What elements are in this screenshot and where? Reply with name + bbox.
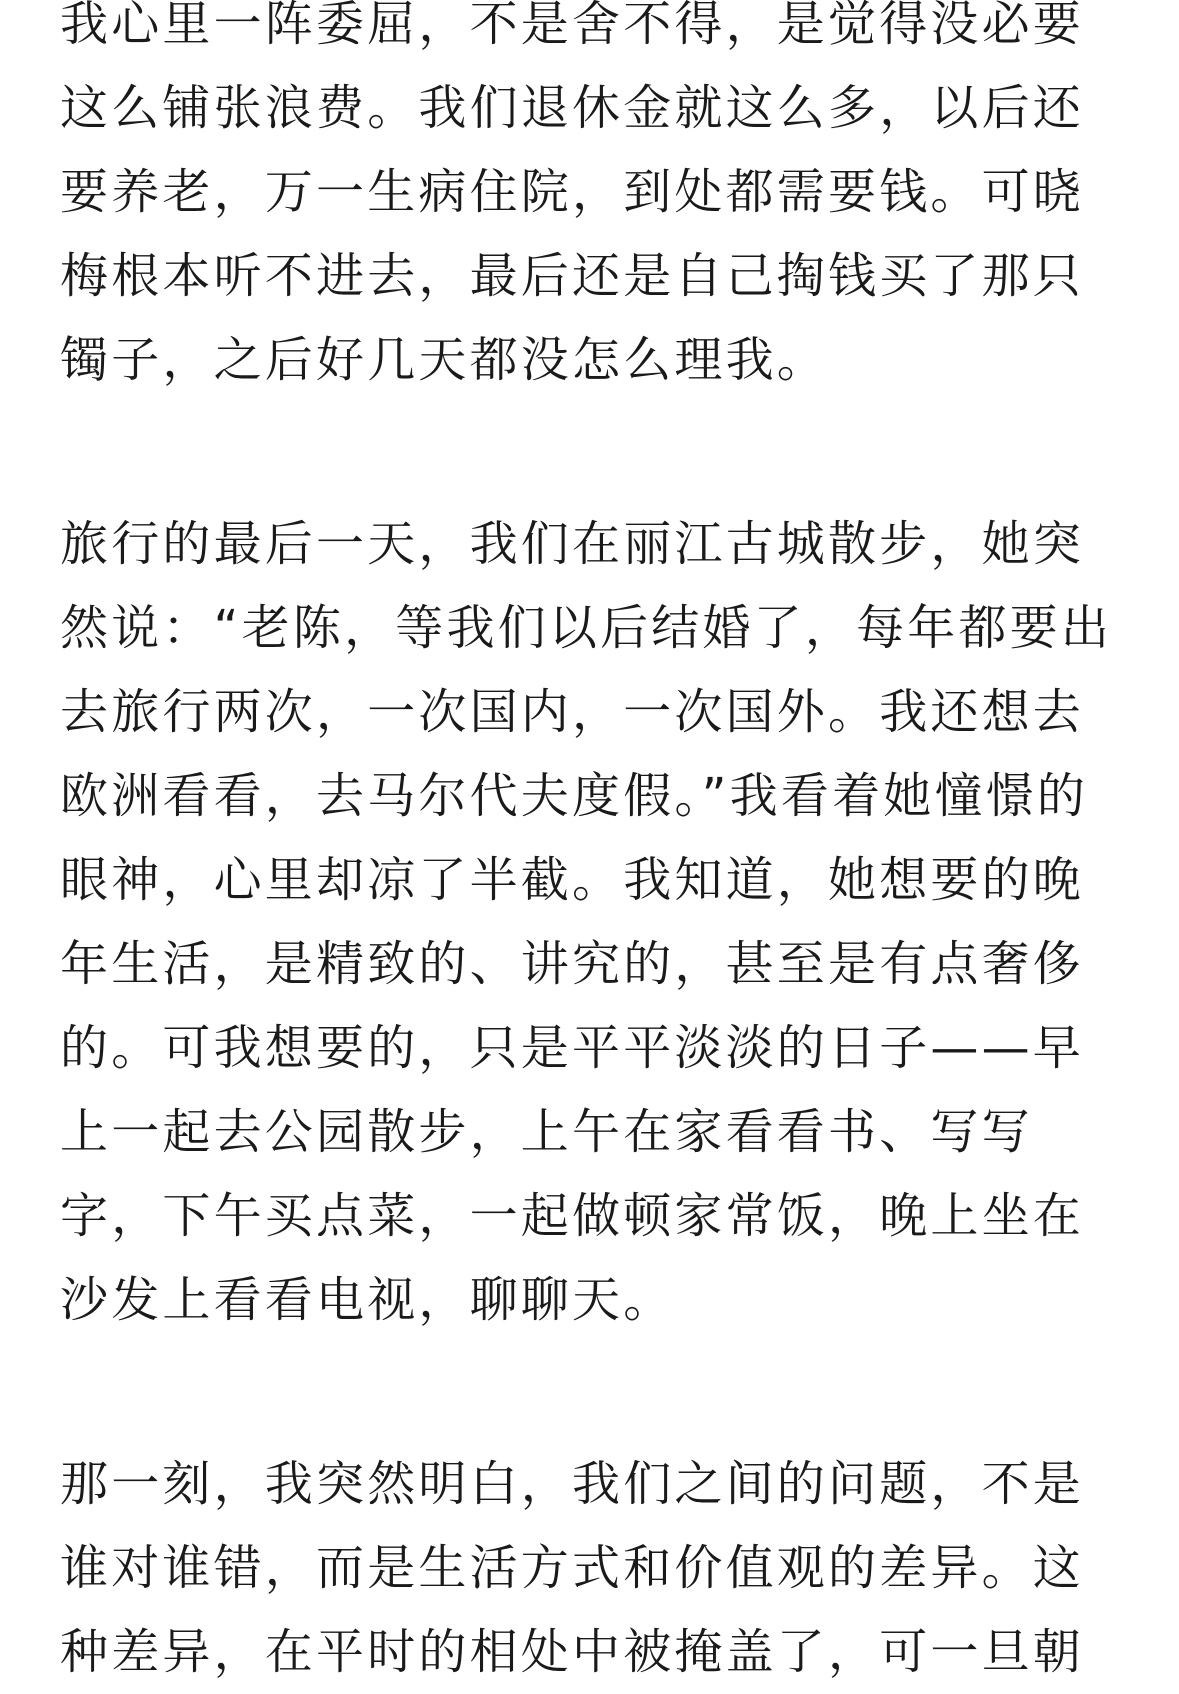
text-line: 梅根本听不进去，最后还是自己掏钱买了那只 (60, 248, 1085, 304)
paragraph-spacer (60, 1342, 1120, 1442)
text-line: 字，下午买点菜，一起做顿家常饭，晚上坐在 (60, 1188, 1085, 1244)
paragraph-1 (60, 0, 1120, 402)
paragraph-2 (60, 502, 1120, 1342)
text-line: 的。可我想要的，只是平平淡淡的日子——早 (60, 1020, 1085, 1076)
text-line: 要养老，万一生病住院，到处都需要钱。可晓 (60, 164, 1085, 220)
text-line: 那一刻，我突然明白，我们之间的问题，不是 (60, 1456, 1085, 1512)
text-line: 欧洲看看，去马尔代夫度假。”我看着她憧憬的 (60, 768, 1089, 824)
text-line: 然说：“老陈，等我们以后结婚了，每年都要出 (60, 600, 1113, 656)
paragraph-spacer (60, 402, 1120, 502)
text-line: 眼神，心里却凉了半截。我知道，她想要的晚 (60, 852, 1085, 908)
text-line: 我心里一阵委屈，不是舍不得，是觉得没必要 (60, 0, 1085, 52)
article-body (60, 0, 1120, 1694)
text-line: 谁对谁错，而是生活方式和价值观的差异。这 (60, 1540, 1085, 1596)
text-line: 这么铺张浪费。我们退休金就这么多，以后还 (60, 80, 1085, 136)
paragraph-3 (60, 1442, 1120, 1694)
text-line: 去旅行两次，一次国内，一次国外。我还想去 (60, 684, 1085, 740)
text-line: 种差异，在平时的相处中被掩盖了，可一旦朝 (60, 1624, 1085, 1680)
text-line: 沙发上看看电视，聊聊天。 (60, 1272, 675, 1328)
text-line: 上一起去公园散步，上午在家看看书、写写 (60, 1104, 1033, 1160)
text-line: 镯子，之后好几天都没怎么理我。 (60, 332, 829, 388)
text-line: 年生活，是精致的、讲究的，甚至是有点奢侈 (60, 936, 1085, 992)
text-line: 旅行的最后一天，我们在丽江古城散步，她突 (60, 516, 1085, 572)
